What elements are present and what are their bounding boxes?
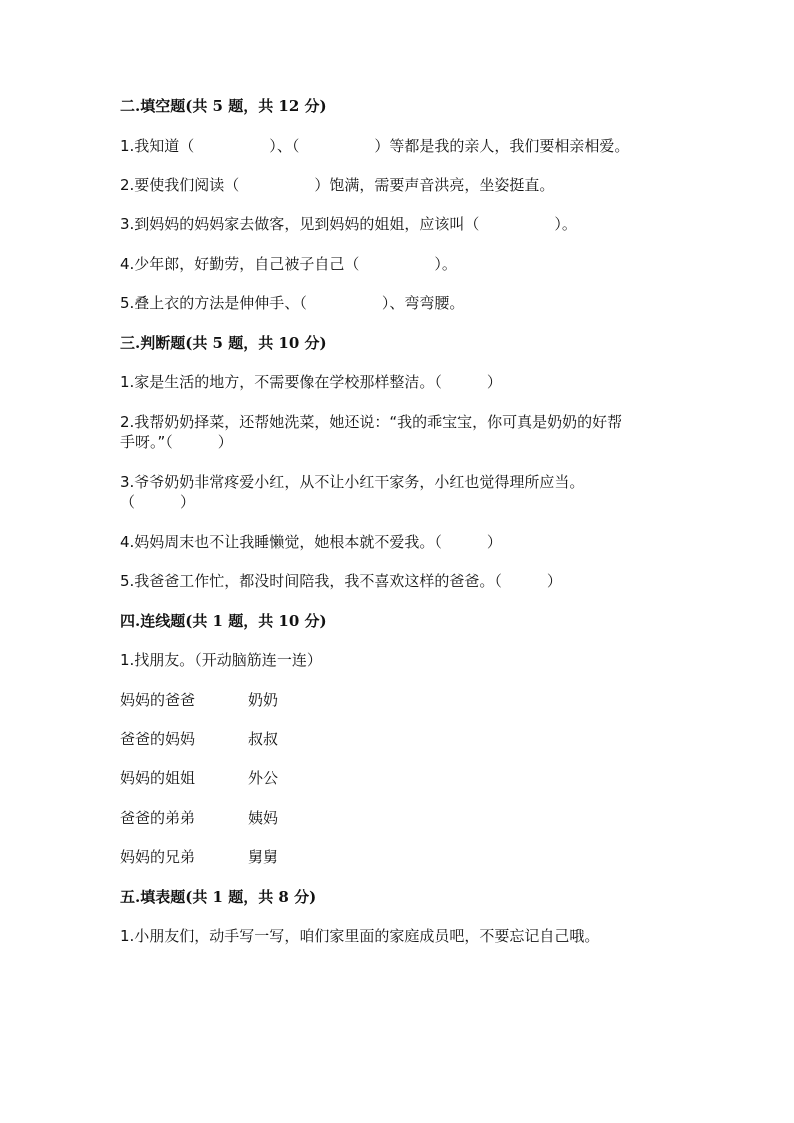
judge-question-2-line-2: 手呀。”（ ）	[120, 433, 233, 451]
table-question-1: 1.小朋友们，动手写一写，咱们家里面的家庭成员吧，不要忘记自己哦。	[120, 927, 600, 945]
judge-question-3-line-2: （ ）	[120, 493, 196, 511]
match-right-item: 外公	[248, 769, 279, 787]
match-right-item: 叔叔	[248, 730, 279, 748]
fill-question-2: 2.要使我们阅读（ ）饱满，需要声音洪亮，坐姿挺直。	[120, 176, 555, 194]
match-left-item: 妈妈的爸爸	[120, 691, 196, 709]
match-right-item: 舅舅	[248, 848, 279, 866]
judge-question-5: 5.我爸爸工作忙，都没时间陪我，我不喜欢这样的爸爸。（ ）	[120, 572, 562, 590]
match-left-item: 爸爸的弟弟	[120, 809, 196, 827]
match-left-item: 妈妈的姐姐	[120, 769, 196, 787]
section-heading-table: 五.填表题(共 1 题，共 8 分)	[120, 888, 317, 906]
judge-question-3-line-1: 3.爷爷奶奶非常疼爱小红，从不让小红干家务，小红也觉得理所应当。	[120, 473, 585, 491]
match-question-1: 1.找朋友。（开动脑筋连一连）	[120, 651, 322, 669]
section-heading-match: 四.连线题(共 1 题，共 10 分)	[120, 612, 327, 630]
judge-question-2-line-1: 2.我帮奶奶择菜，还帮她洗菜，她还说：“我的乖宝宝，你可真是奶奶的好帮	[120, 413, 623, 431]
section-heading-judge: 三.判断题(共 5 题，共 10 分)	[120, 334, 327, 352]
match-left-item: 妈妈的兄弟	[120, 848, 196, 866]
match-right-item: 姨妈	[248, 809, 279, 827]
section-heading-fill: 二.填空题(共 5 题，共 12 分)	[120, 97, 327, 115]
fill-question-4: 4.少年郎，好勤劳，自己被子自己（ ）。	[120, 255, 457, 273]
fill-question-5: 5.叠上衣的方法是伸伸手、（ ）、弯弯腰。	[120, 294, 465, 312]
match-right-item: 奶奶	[248, 691, 279, 709]
fill-question-3: 3.到妈妈的妈妈家去做客，见到妈妈的姐姐，应该叫（ ）。	[120, 215, 577, 233]
judge-question-1: 1.家是生活的地方，不需要像在学校那样整洁。（ ）	[120, 373, 502, 391]
judge-question-4: 4.妈妈周末也不让我睡懒觉，她根本就不爱我。（ ）	[120, 533, 502, 551]
fill-question-1: 1.我知道（ ）、（ ）等都是我的亲人，我们要相亲相爱。	[120, 137, 630, 155]
match-left-item: 爸爸的妈妈	[120, 730, 196, 748]
